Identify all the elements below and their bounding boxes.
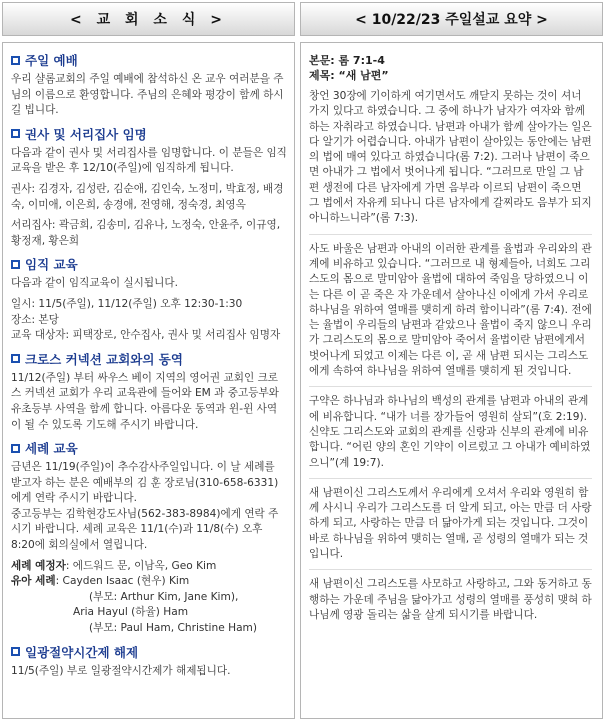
section-cross-connection — [11, 350, 287, 433]
section-title-text: 세례 교육 — [25, 441, 78, 457]
section-title — [11, 439, 287, 457]
section-title — [11, 350, 287, 368]
sermon-paragraph: 구약은 하나님과 하나님의 백성의 관계를 남편과 아내의 관계에 비유합니다. “내가 너를 장가들어 영원히 살되”(호 2:19). 신약도 그리스도와 교회의 관계를 신랑과 신부의 관계에 비유합니다. “어린 양의 혼인 기약이 이르렀고 그 아내가 예비하였으니”(계 19:7). — [309, 394, 592, 478]
church-news-header: < 교 회 소 식 > — [2, 2, 295, 36]
candidates-names: : 에드워드 문, 이남옥, Geo Kim — [65, 559, 217, 572]
section-dst — [11, 643, 287, 680]
section-title-text: 주일 예배 — [25, 53, 78, 68]
section-title-text: 임직 교육 — [25, 257, 78, 273]
sermon-title: 제목: “새 남편” — [309, 69, 389, 82]
header — [0, 0, 605, 38]
infant-1: : Cayden Isaac (현우) Kim — [55, 575, 190, 588]
seori-list: 서리집사: 곽금희, 김송미, 김유나, 노정숙, 안윤주, 이규영, 황정재, 황은희 — [11, 219, 281, 247]
section-worship — [11, 51, 287, 119]
square-bullet-icon — [11, 444, 20, 453]
infant-label: 유아 세례 — [11, 575, 56, 588]
baptism-body-2: 중고등부는 김학현강도사님(562-383-8984)에게 연락 주시기 바랍니다. 세례 교육은 11/1(수)과 11/8(수) 오후 8:20에 회의실에서 열립니다. — [11, 507, 279, 552]
square-bullet-icon — [11, 647, 20, 656]
appointment-body: 다음과 같이 권사 및 서리집사를 임명합니다. 이 분들은 임직교육을 받은 후 12/10(주일)에 임직하게 됩니다. — [11, 146, 287, 175]
square-bullet-icon — [11, 129, 20, 138]
kwonsa-list: 권사: 김경자, 김성란, 김순애, 김인숙, 노정미, 박효정, 배경숙, 이미애, 이은희, 송경애, 전영해, 정숙경, 최영옥 — [11, 182, 284, 211]
infant-2: Aria Hayul (하율) Ham — [73, 606, 189, 619]
sermon-scripture: 본문: 롬 7:1-4 — [309, 54, 385, 67]
training-where: 장소: 본당 — [11, 313, 59, 326]
section-appointment — [11, 125, 287, 250]
sermon-summary-header: < 10/22/23 주일설교 요약 > — [300, 2, 603, 36]
infant-1-parents: (부모: Arthur Kim, Jane Kim), — [89, 590, 239, 603]
sermon-summary-column — [300, 42, 603, 719]
section-title — [11, 51, 287, 69]
sermon-paragraph: 사도 바울은 남편과 아내의 이러한 관계를 율법과 우리와의 관계에 비유하고 있습니다. “그러므로 내 형제들아, 너희도 그리스도의 몸으로 말미암아 율법에 대하여 죽임을 당하였으니 이는 다른 이 곧 죽은 자 가운데서 살아나신 이에게 가서 우리로 하나님을 위하여 열매를 맺히게 하려 함이니라”(롬 7:4). 전에는 율법이 우리들의 남편과 같았으나 율법이 죽지 않으니 우리가 그리스도의 몸으로 말미암아 죽어서 율법이란 남편에게서 벗어나게 되었고 이제는 다른 이, 곧 새 남편 되시는 그리스도에게 속하여 하나님을 위하여 열매를 맺히게 된 것입니다. — [309, 242, 592, 388]
section-title — [11, 125, 287, 143]
baptism-body-1: 금년은 11/19(주일)이 추수감사주일입니다. 이 날 세례를 받고자 하는 분은 예배부의 김 훈 장로님(310-658-6331)에게 연락 주시기 바랍니다. — [11, 461, 279, 505]
sermon-paragraph: 창언 30장에 기이하게 여기면서도 깨닫지 못하는 것이 셔너 가지 있다고 하였습니다. 그 중에 하나가 남자가 여자와 함께 하는 자취라고 하였습니다. 남편과 아내가 함께 살아가는 일은 다 알기가 어렵습니다. 아내가 남편이 살아있는 동안에는 남편의 법에 매여 있다고 하였습니다(롬 7:2). 그러나 남편이 죽으면 아내가 그 법에서 벗어나게 됩니다. “그러므로 만일 그 남편 생전에 다른 남자에게 가면 음부라 이르되 남편이 죽으면 그 법에서 자유케 되나니 다른 남자에게 갈찌라도 음부가 되지 아니하느니라”(롬 7:3). — [309, 89, 592, 235]
square-bullet-icon — [11, 354, 20, 363]
section-baptism — [11, 439, 287, 637]
square-bullet-icon — [11, 56, 20, 65]
worship-body: 우리 샬롬교회의 주일 예배에 참석하신 온 교우 여러분을 주님의 이름으로 환영합니다. 주님의 은혜와 평강이 함께 하시길 빕니다. — [11, 73, 284, 117]
dst-body: 11/5(주일) 부로 일광절약시간제가 해제됩니다. — [11, 664, 231, 677]
infant-2-parents: (부모: Paul Ham, Christine Ham) — [89, 622, 258, 635]
section-title — [11, 255, 287, 273]
candidates-label: 세례 예정자 — [11, 559, 66, 572]
training-who: 교육 대상자: 피택장로, 안수집사, 권사 및 서리집사 임명자 — [11, 329, 281, 342]
cross-body: 11/12(주일) 부터 싸우스 베이 지역의 영어권 교회인 크로스 커넥션 교회가 우리 교육관에 들어와 EM 과 중고등부와 유초등부 사역을 함께 합니다. 아름다운 동역과 윈-윈 사역이 될 수 있도록 기도해 주시기 바랍니다. — [11, 371, 279, 431]
church-news-column — [2, 42, 295, 719]
sermon-paragraph: 새 남편이신 그리스도께서 우리에게 오셔서 우리와 영원히 함께 사시니 우리가 그리스도를 더 알게 되고, 아는 만큼 더 사랑하게 되고, 사랑하는 만큼 더 닮아가게 되는 것입니다. 그것이 바로 하나님을 위하여 맺히는 열매, 곧 성령의 열매가 되는 것입니다. — [309, 486, 592, 570]
training-when: 일시: 11/5(주일), 11/12(주일) 오후 12:30-1:30 — [11, 297, 243, 310]
training-body: 다음과 같이 임직교육이 실시됩니다. — [11, 277, 178, 290]
sermon-paragraph: 새 남편이신 그리스도를 사모하고 사랑하고, 그와 동거하고 동행하는 가운데 주님을 닮아가고 성령의 열매를 풍성히 맺혀 하나님께 영광 돌리는 삶을 살게 되시기를 바랍니다. — [309, 578, 592, 621]
section-training — [11, 255, 287, 343]
section-title — [11, 643, 287, 661]
baptism-candidates — [11, 559, 287, 575]
sermon-heading — [309, 53, 592, 83]
infant-baptism — [11, 574, 287, 590]
section-title-text: 일광절약시간제 해제 — [25, 644, 139, 660]
section-title-text: 권사 및 서리집사 임명 — [25, 126, 147, 142]
square-bullet-icon — [11, 260, 20, 269]
section-title-text: 크로스 커넥션 교회와의 동역 — [25, 351, 183, 367]
